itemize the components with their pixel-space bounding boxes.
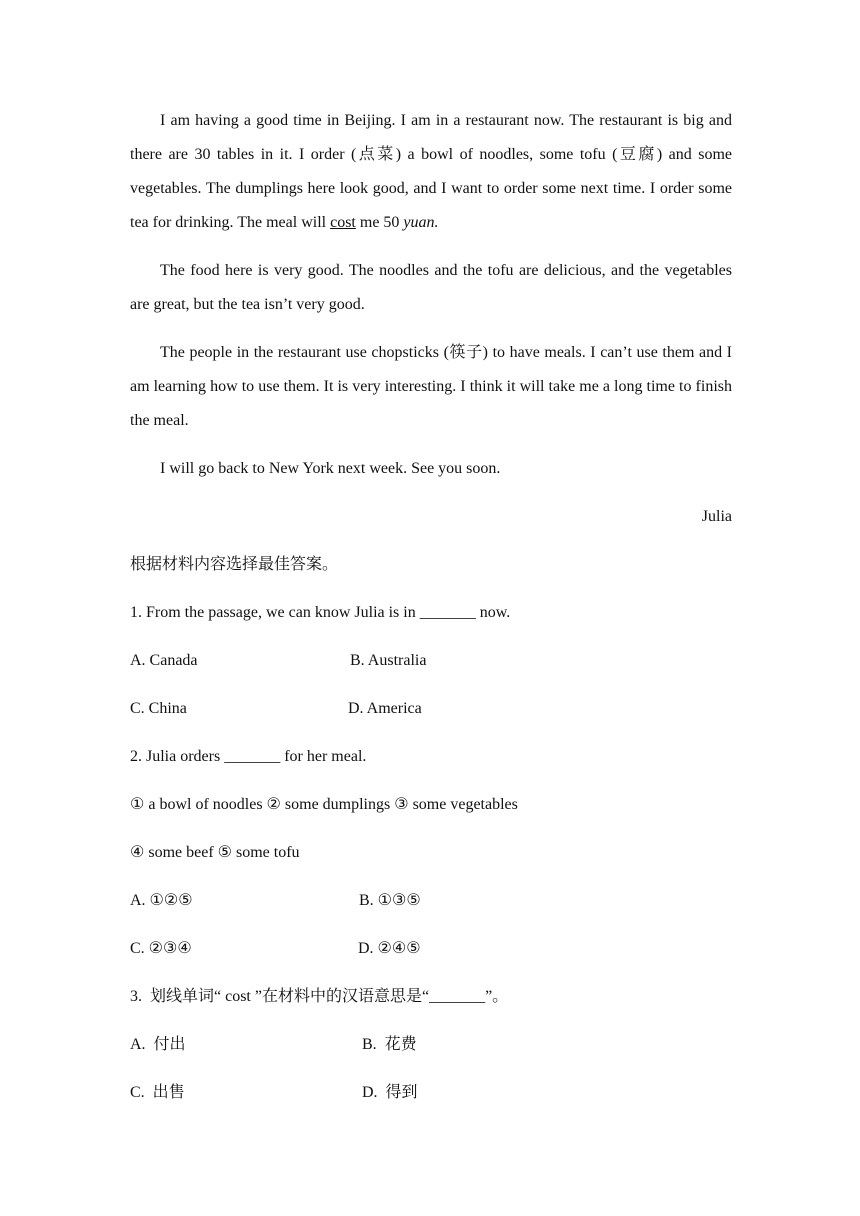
question-3-options-row-2 <box>130 1076 732 1110</box>
question-1-stem: 1. From the passage, we can know Julia is in _______ now. <box>130 604 511 621</box>
question-3-option-d[interactable]: D. 得到 <box>362 1084 418 1101</box>
question-2-options-row-1 <box>130 884 732 918</box>
italic-word-yuan: yuan. <box>403 214 439 231</box>
question-2-choices-line-2: ④ some beef ⑤ some tofu <box>130 844 300 861</box>
question-3-options-row-1 <box>130 1028 732 1062</box>
question-2-option-b[interactable]: B. ①③⑤ <box>359 892 421 909</box>
underlined-word-cost: cost <box>330 214 356 231</box>
question-1-options-row-1 <box>130 644 732 678</box>
question-1-options-row-2 <box>130 692 732 726</box>
paragraph-1-text-end: me 50 <box>355 214 404 231</box>
question-2-option-a[interactable]: A. ①②⑤ <box>130 892 193 909</box>
letter-signature: Julia <box>701 508 732 525</box>
question-1-option-a[interactable]: A. Canada <box>130 652 198 669</box>
question-2-option-d[interactable]: D. ②④⑤ <box>358 940 421 957</box>
question-2-choices-line-1: ① a bowl of noodles ② some dumplings ③ some vegetables <box>130 796 518 813</box>
question-2-options-row-2 <box>130 932 732 966</box>
passage-paragraph-2: The food here is very good. The noodles and the tofu are delicious, and the vegetables are great, but the tea isn’t very good. <box>130 262 732 313</box>
question-3-option-c[interactable]: C. 出售 <box>130 1084 185 1101</box>
passage-paragraph-3: The people in the restaurant use chopsticks (筷子) to have meals. I can’t use them and I am learning how to use them. It is very interesting. I think it will take me a long time to finish the meal. <box>130 344 732 429</box>
question-1-option-c[interactable]: C. China <box>130 700 187 717</box>
question-3-option-a[interactable]: A. 付出 <box>130 1036 186 1053</box>
paragraph-1-text: I am having a good time in Beijing. I am in a restaurant now. The restaurant is big and there are 30 tables in it. I order (点菜) a bowl of noodles, some tofu (豆腐) and some vegetables. The dumplings here look good, and I want to order some next time. I order some tea for drinking. The meal will <box>130 112 732 231</box>
passage-paragraph-1 <box>130 104 732 240</box>
reading-passage <box>130 104 732 1124</box>
question-3-option-b[interactable]: B. 花费 <box>362 1036 417 1053</box>
question-3-stem: 3. 划线单词“ cost ”在材料中的汉语意思是“_______”。 <box>130 988 509 1005</box>
question-1-option-d[interactable]: D. America <box>348 700 422 717</box>
question-2-option-c[interactable]: C. ②③④ <box>130 940 192 957</box>
question-2-stem: 2. Julia orders _______ for her meal. <box>130 748 367 765</box>
passage-paragraph-4: I will go back to New York next week. See you soon. <box>160 460 501 477</box>
question-1-option-b[interactable]: B. Australia <box>350 652 427 669</box>
instruction-text: 根据材料内容选择最佳答案。 <box>130 556 339 573</box>
